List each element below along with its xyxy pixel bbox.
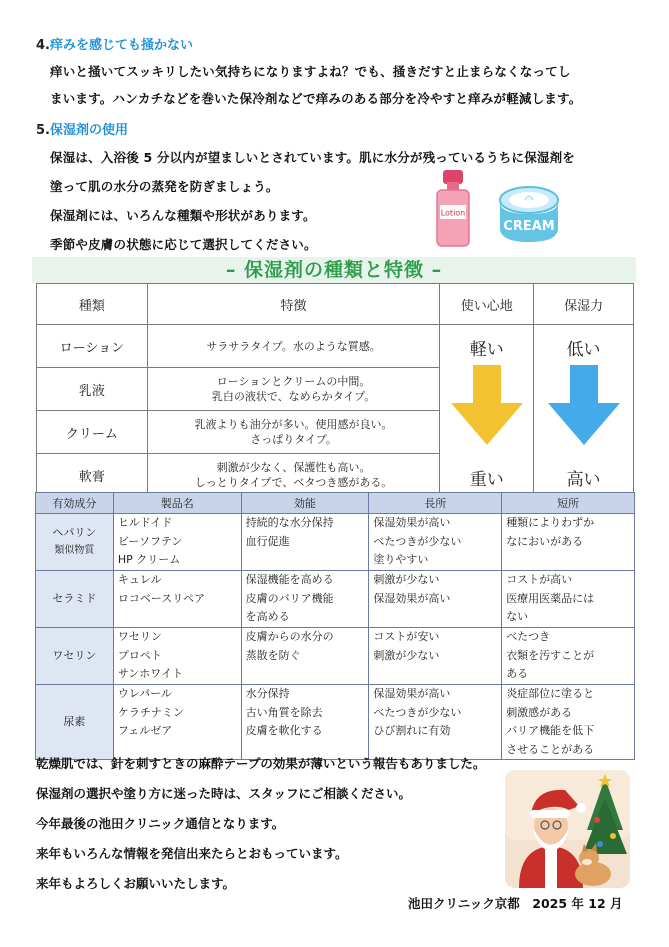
ingredient-line: ヘパリン	[52, 526, 97, 539]
moisture-low-label: 低い	[566, 340, 601, 360]
pros-cell	[369, 628, 502, 685]
cons-line: ない	[506, 610, 529, 623]
feature-cell	[147, 325, 439, 368]
header-product: 製品名	[113, 493, 241, 514]
ingredient-line: ワセリン	[52, 649, 97, 662]
cons-line: 刺激感がある	[506, 705, 573, 719]
feature-line: 乳白の液状で、なめらかタイプ。	[211, 390, 376, 403]
feature-line: 刺激が少なく、保護性も高い。	[216, 461, 371, 474]
closing-line: 今年最後の池田クリニック通信となります。	[36, 816, 285, 831]
section4-heading	[36, 34, 193, 53]
section4-body	[50, 58, 650, 112]
banner	[32, 257, 636, 283]
section4-number: 4.	[36, 38, 50, 53]
effect-line: 水分保持	[245, 687, 290, 700]
section5-line: 保湿は、入浴後 5 分以内が望ましいとされています。肌に水分が残っているうちに保湿剤を	[50, 150, 576, 165]
kind-cell: 軟膏	[37, 454, 148, 497]
cons-line: 衣類を汚すことが	[506, 648, 595, 662]
effect-cell	[241, 514, 369, 571]
pros-line: コストが安い	[373, 630, 440, 643]
product-line: キュレル	[117, 573, 162, 586]
pros-line: 保湿効果が高い	[373, 516, 451, 529]
cons-line: 医療用医薬品には	[506, 591, 595, 605]
product-line: ケラチナミン	[117, 705, 184, 719]
down-arrow-moisture-icon	[546, 365, 622, 447]
product-cell	[113, 571, 241, 628]
ingredient-line: 尿素	[63, 715, 86, 728]
section4-title: 痒みを感じても掻かない	[49, 38, 193, 53]
closing-line: 来年もいろんな情報を発信出来たらとおもっています。	[36, 846, 348, 861]
ingredient-line: 類似物質	[54, 545, 95, 556]
cons-line: させることがある	[506, 742, 595, 756]
pros-cell	[369, 571, 502, 628]
product-line: プロペト	[117, 648, 162, 662]
product-line: ヒルドイド	[117, 516, 173, 529]
cons-line: 種類によりわずか	[506, 516, 595, 529]
effect-line: 保湿機能を高める	[245, 573, 334, 586]
header-pros: 長所	[369, 493, 502, 514]
cons-cell	[502, 628, 635, 685]
pros-line: べたつきが少ない	[373, 534, 462, 548]
effect-line: 持続的な水分保持	[245, 516, 334, 529]
ingredient-line: セラミド	[52, 592, 97, 605]
pros-cell	[369, 514, 502, 571]
moisture-high-label: 高い	[566, 470, 601, 490]
pros-line: 刺激が少ない	[373, 648, 440, 662]
feature-cell	[147, 368, 439, 411]
moisture-cell	[534, 325, 634, 497]
effect-cell	[241, 628, 369, 685]
pros-line: 保湿効果が高い	[373, 687, 451, 700]
lotion-bottle-icon	[432, 168, 474, 250]
ingredients-table-header	[36, 493, 635, 514]
product-line: ロコベースリペア	[117, 591, 206, 605]
effect-line: 血行促進	[245, 534, 290, 548]
table-row	[37, 325, 634, 368]
ingredient-cell	[36, 571, 114, 628]
cons-line: コストが高い	[506, 573, 573, 586]
cons-line: なにおいがある	[506, 534, 584, 548]
ingredient-cell	[36, 514, 114, 571]
header-ingredient: 有効成分	[36, 493, 114, 514]
cons-cell	[502, 514, 635, 571]
kind-cell: 乳液	[37, 368, 148, 411]
header-feature: 特徴	[147, 284, 439, 325]
pros-line: 刺激が少ない	[373, 573, 440, 586]
product-line: サンホワイト	[117, 667, 183, 680]
feature-line: サラサラタイプ。水のような質感。	[206, 339, 381, 353]
table-row	[36, 571, 635, 628]
section5-line: 季節や皮膚の状態に応じて選択してください。	[50, 237, 317, 252]
effect-line: 皮膚からの水分の	[245, 630, 334, 643]
section5-heading	[36, 119, 128, 138]
cons-line: バリア機能を低下	[506, 724, 595, 737]
effect-cell	[241, 571, 369, 628]
cons-cell	[502, 571, 635, 628]
feature-line: しっとりタイプで、ベタつき感がある。	[194, 476, 393, 489]
types-table	[36, 283, 634, 497]
cons-line: べたつき	[506, 630, 551, 643]
feel-light-label: 軽い	[469, 340, 504, 360]
header-cons: 短所	[502, 493, 635, 514]
cons-line: ある	[506, 667, 529, 680]
section4-line: まいます。ハンカチなどを巻いた保冷剤などで痒みのある部分を冷やすと痒みが軽減します。	[50, 91, 582, 106]
feature-cell	[147, 454, 439, 497]
cream-label: CREAM	[503, 219, 555, 234]
table-row	[36, 628, 635, 685]
types-table-header	[37, 284, 634, 325]
kind-cell: クリーム	[37, 411, 148, 454]
feature-line: ローションとクリームの中間。	[216, 375, 371, 388]
pros-line: 保湿効果が高い	[373, 591, 451, 605]
pros-line: ひび割れに有効	[373, 724, 451, 737]
feature-cell	[147, 411, 439, 454]
section5-number: 5.	[36, 123, 50, 138]
product-line: ビーソフテン	[117, 534, 183, 548]
closing-line: 乾燥肌では、針を刺すときの麻酔テープの効果が薄いという報告もありました。	[36, 756, 486, 771]
product-cell	[113, 514, 241, 571]
pros-line: 塗りやすい	[373, 553, 429, 566]
cons-line: 炎症部位に塗ると	[506, 687, 595, 700]
section5-line: 塗って肌の水分の蒸発を防ぎましょう。	[50, 179, 279, 194]
table-row	[36, 514, 635, 571]
lotion-label: Lotion	[440, 208, 466, 218]
effect-line: 皮膚のバリア機能	[245, 591, 334, 605]
pros-line: べたつきが少ない	[373, 705, 462, 719]
santa-illustration-icon	[505, 770, 630, 888]
effect-line: 皮膚を軟化する	[245, 724, 323, 737]
effect-line: 蒸散を防ぐ	[245, 648, 301, 662]
header-feel: 使い心地	[440, 284, 534, 325]
cream-jar-icon	[496, 180, 562, 246]
clinic-signature: 池田クリニック京都 2025 年 12 月	[408, 896, 623, 911]
feel-heavy-label: 重い	[469, 470, 504, 490]
product-line: ウレパール	[117, 687, 172, 700]
feature-line: さっぱりタイプ。	[250, 433, 337, 446]
kind-cell: ローション	[37, 325, 148, 368]
moisture-arrow-shape	[548, 365, 620, 445]
ingredients-table	[35, 492, 635, 760]
closing-line: 保湿剤の選択や塗り方に迷った時は、スタッフにご相談ください。	[36, 786, 412, 801]
product-line: フェルゼア	[117, 724, 173, 737]
section5-line: 保湿剤には、いろんな種類や形状があります。	[50, 208, 316, 223]
section5-title: 保湿剤の使用	[49, 123, 128, 138]
ingredient-cell	[36, 628, 114, 685]
banner-title: – 保湿剤の種類と特徴 –	[225, 259, 443, 281]
header-kind: 種類	[37, 284, 148, 325]
product-cell	[113, 628, 241, 685]
product-line: ワセリン	[117, 630, 162, 643]
product-line: HP クリーム	[117, 553, 181, 566]
header-effect: 効能	[241, 493, 369, 514]
feel-cell	[440, 325, 534, 497]
effect-line: 古い角質を除去	[245, 705, 323, 719]
section4-line: 痒いと掻いてスッキリしたい気持ちになりますよね？でも、掻きだすと止まらなくなってし	[50, 64, 571, 79]
down-arrow-feel-icon	[449, 365, 525, 447]
effect-line: を高める	[245, 610, 290, 623]
header-moisture: 保湿力	[534, 284, 634, 325]
feature-line: 乳液よりも油分が多い。使用感が良い。	[194, 418, 393, 431]
closing-line: 来年もよろしくお願いいたします。	[36, 876, 236, 891]
feel-arrow-shape	[451, 365, 523, 445]
